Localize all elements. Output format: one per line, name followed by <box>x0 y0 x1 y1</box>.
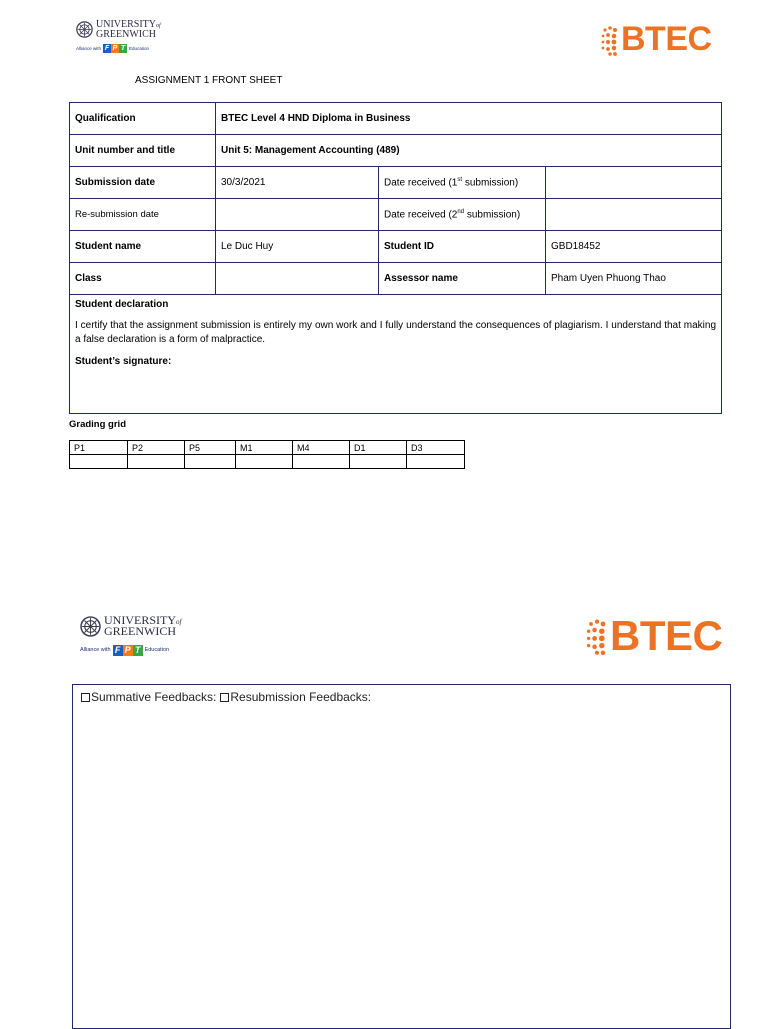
class-row <box>70 263 722 295</box>
grade-cell: M4 <box>293 441 350 455</box>
class-value <box>216 263 379 295</box>
grade-value-cell[interactable] <box>128 455 185 469</box>
btec-logo: BTEC <box>600 20 712 59</box>
resubmission-date-label: Re-submission date <box>70 199 216 231</box>
assessor-name-value: Pham Uyen Phuong Thao <box>546 263 722 295</box>
grading-grid <box>69 440 465 469</box>
qualification-row <box>70 103 722 135</box>
unit-row <box>70 135 722 167</box>
grade-value-cell[interactable] <box>293 455 350 469</box>
student-name-value: Le Duc Huy <box>216 231 379 263</box>
unit-label: Unit number and title <box>70 135 216 167</box>
grade-cell: P5 <box>185 441 236 455</box>
summative-feedback-checkbox[interactable] <box>81 693 90 702</box>
resubmission-feedback-label: Resubmission Feedbacks: <box>230 690 372 704</box>
submission-row <box>70 167 722 199</box>
declaration-row <box>70 295 722 414</box>
signature-label: Student’s signature: <box>75 356 172 367</box>
grade-value-cell[interactable] <box>70 455 128 469</box>
grade-cell: P1 <box>70 441 128 455</box>
summative-feedback-label: Summative Feedbacks: <box>91 690 217 704</box>
university-logo-page2: UNIVERSITYof GREENWICH Alliance with F P T Education <box>80 613 182 655</box>
assessor-name-label: Assessor name <box>379 263 546 295</box>
declaration-text: I certify that the assignment submission is entirely my own work and I fully understand the consequences of plagiarism. I understand that making a false declaration is a form of malpractice. <box>75 320 717 345</box>
resubmission-date-value <box>216 199 379 231</box>
date-received-first-value <box>546 167 722 199</box>
university-logo: UNIVERSITYof GREENWICH Alliance with F P T Education <box>76 19 161 53</box>
grade-value-cell[interactable] <box>236 455 293 469</box>
fpt-logo: F P T <box>113 645 143 656</box>
class-label: Class <box>70 263 216 295</box>
grade-cell: D1 <box>350 441 407 455</box>
grading-header-row <box>70 441 465 455</box>
fpt-logo: F P T <box>104 45 126 53</box>
student-row <box>70 231 722 263</box>
declaration-title: Student declaration <box>75 299 169 310</box>
btec-logo-page2: BTEC <box>585 612 722 660</box>
date-received-second-value <box>546 199 722 231</box>
feedback-options <box>73 685 730 704</box>
date-received-second-label: Date received (2nd submission) <box>379 199 546 231</box>
btec-dots-icon <box>600 22 620 58</box>
grade-value-cell[interactable] <box>350 455 407 469</box>
qualification-label: Qualification <box>70 103 216 135</box>
feedback-box <box>72 684 731 1029</box>
student-id-label: Student ID <box>379 231 546 263</box>
resubmission-row <box>70 199 722 231</box>
assignment-info-table <box>69 102 722 414</box>
unit-value: Unit 5: Management Accounting (489) <box>216 135 722 167</box>
btec-dots-icon <box>585 614 609 658</box>
grade-cell: P2 <box>128 441 185 455</box>
grading-grid-title: Grading grid <box>69 419 126 430</box>
student-declaration <box>70 295 722 414</box>
grade-cell: M1 <box>236 441 293 455</box>
student-id-value: GBD18452 <box>546 231 722 263</box>
date-received-first-label: Date received (1st submission) <box>379 167 546 199</box>
university-crest-icon <box>76 21 93 38</box>
resubmission-feedback-checkbox[interactable] <box>220 693 229 702</box>
grade-cell: D3 <box>407 441 465 455</box>
grade-value-cell[interactable] <box>185 455 236 469</box>
grade-value-cell[interactable] <box>407 455 465 469</box>
submission-date-value: 30/3/2021 <box>216 167 379 199</box>
grading-value-row <box>70 455 465 469</box>
student-name-label: Student name <box>70 231 216 263</box>
qualification-value: BTEC Level 4 HND Diploma in Business <box>216 103 722 135</box>
submission-date-label: Submission date <box>70 167 216 199</box>
university-crest-icon <box>80 616 101 637</box>
page-heading: ASSIGNMENT 1 FRONT SHEET <box>135 75 283 86</box>
